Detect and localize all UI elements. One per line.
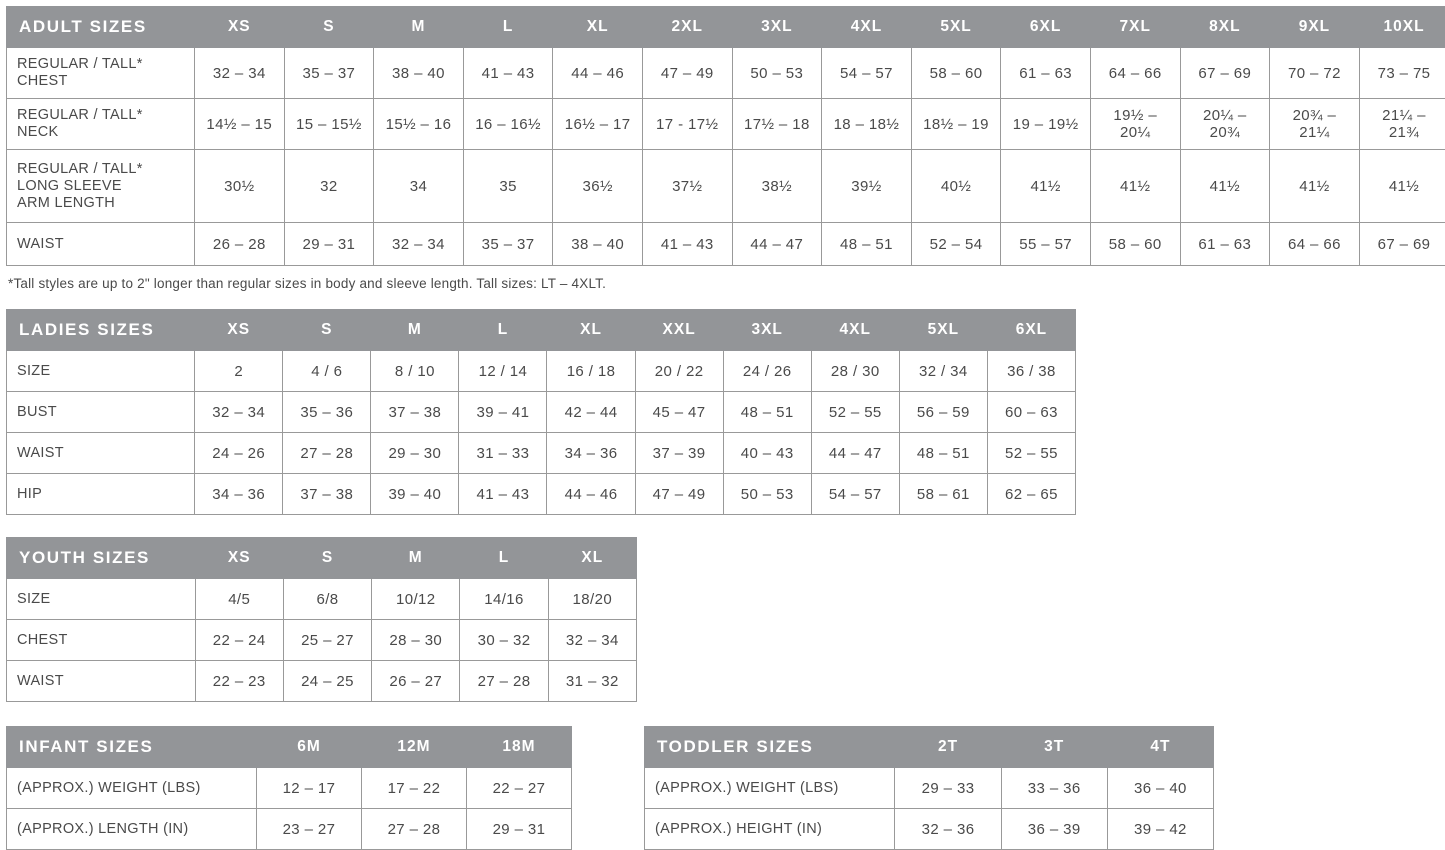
- table-row: [7, 99, 1445, 150]
- cell: 32 – 34: [195, 392, 283, 433]
- adult-col-10xl: 10XL: [1359, 7, 1445, 48]
- cell: 21¼ – 21¾: [1359, 99, 1445, 150]
- cell: 16½ – 17: [553, 99, 643, 150]
- cell: 37 – 38: [371, 392, 459, 433]
- cell: 37 – 39: [635, 433, 723, 474]
- cell: 41½: [1001, 150, 1091, 223]
- cell: 38½: [732, 150, 822, 223]
- cell: 16 – 16½: [463, 99, 553, 150]
- cell: 24 – 25: [283, 661, 371, 702]
- cell: 31 – 32: [548, 661, 636, 702]
- cell: 50 – 53: [732, 48, 822, 99]
- adult-col-l: L: [463, 7, 553, 48]
- cell: 39½: [822, 150, 912, 223]
- table-row: [7, 809, 572, 850]
- cell: 45 – 47: [635, 392, 723, 433]
- ladies-col-l: L: [459, 310, 547, 351]
- cell: 41 – 43: [642, 223, 732, 266]
- adult-col-3xl: 3XL: [732, 7, 822, 48]
- adult-col-s: S: [284, 7, 374, 48]
- ladies-row-label-waist: WAIST: [7, 433, 195, 474]
- cell: 33 – 36: [1001, 768, 1107, 809]
- cell: 54 – 57: [822, 48, 912, 99]
- ladies-col-5xl: 5XL: [899, 310, 987, 351]
- cell: 32 – 34: [195, 48, 285, 99]
- cell: 27 – 28: [283, 433, 371, 474]
- cell: 29 – 30: [371, 433, 459, 474]
- cell: 2: [195, 351, 283, 392]
- infant-sizes-table: [6, 726, 572, 850]
- infant-col-18m: 18M: [467, 727, 572, 768]
- cell: 35 – 37: [284, 48, 374, 99]
- table-row: [7, 150, 1445, 223]
- cell: 36 – 40: [1107, 768, 1213, 809]
- cell: 16 / 18: [547, 351, 635, 392]
- cell: 67 – 69: [1180, 48, 1270, 99]
- cell: 48 – 51: [822, 223, 912, 266]
- youth-row-label-chest: CHEST: [7, 620, 196, 661]
- ladies-col-4xl: 4XL: [811, 310, 899, 351]
- cell: 44 – 47: [732, 223, 822, 266]
- cell: 55 – 57: [1001, 223, 1091, 266]
- cell: 67 – 69: [1359, 223, 1445, 266]
- cell: 40 – 43: [723, 433, 811, 474]
- cell: 25 – 27: [283, 620, 371, 661]
- cell: 29 – 31: [284, 223, 374, 266]
- cell: 41 – 43: [463, 48, 553, 99]
- cell: 18 – 18½: [822, 99, 912, 150]
- ladies-row-label-bust: BUST: [7, 392, 195, 433]
- cell: 41½: [1090, 150, 1180, 223]
- ladies-col-s: S: [283, 310, 371, 351]
- youth-col-s: S: [283, 538, 371, 579]
- adult-col-7xl: 7XL: [1090, 7, 1180, 48]
- cell: 20¾ – 21¼: [1270, 99, 1360, 150]
- adult-table-title: ADULT SIZES: [7, 7, 195, 48]
- cell: 30 – 32: [460, 620, 548, 661]
- cell: 56 – 59: [899, 392, 987, 433]
- adult-sizes-table: [6, 6, 1445, 266]
- cell: 32 – 34: [374, 223, 464, 266]
- cell: 19½ – 20¼: [1090, 99, 1180, 150]
- cell: 10/12: [372, 579, 460, 620]
- ladies-table-header: [7, 310, 1076, 351]
- toddler-sizes-table: [644, 726, 1214, 850]
- cell: 6/8: [283, 579, 371, 620]
- adult-col-4xl: 4XL: [822, 7, 912, 48]
- cell: 34 – 36: [547, 433, 635, 474]
- ladies-col-m: M: [371, 310, 459, 351]
- cell: 41 – 43: [459, 474, 547, 515]
- cell: 70 – 72: [1270, 48, 1360, 99]
- table-row: [7, 351, 1076, 392]
- cell: 24 – 26: [195, 433, 283, 474]
- table-row: [7, 620, 637, 661]
- cell: 29 – 33: [895, 768, 1001, 809]
- youth-table-header: [7, 538, 637, 579]
- youth-col-xs: XS: [195, 538, 283, 579]
- cell: 34: [374, 150, 464, 223]
- youth-table-title: YOUTH SIZES: [7, 538, 196, 579]
- cell: 12 / 14: [459, 351, 547, 392]
- adult-col-m: M: [374, 7, 464, 48]
- cell: 18/20: [548, 579, 636, 620]
- cell: 17 – 22: [362, 768, 467, 809]
- table-row: [645, 809, 1214, 850]
- cell: 15 – 15½: [284, 99, 374, 150]
- toddler-table-header: [645, 727, 1214, 768]
- bottom-tables-row: [6, 726, 1445, 850]
- cell: 22 – 27: [467, 768, 572, 809]
- adult-col-xl: XL: [553, 7, 643, 48]
- cell: 47 – 49: [635, 474, 723, 515]
- infant-table-header: [7, 727, 572, 768]
- cell: 14½ – 15: [195, 99, 285, 150]
- cell: 60 – 63: [987, 392, 1075, 433]
- cell: 50 – 53: [723, 474, 811, 515]
- cell: 54 – 57: [811, 474, 899, 515]
- table-row: [7, 48, 1445, 99]
- cell: 31 – 33: [459, 433, 547, 474]
- cell: 18½ – 19: [911, 99, 1001, 150]
- toddler-col-3t: 3T: [1001, 727, 1107, 768]
- cell: 8 / 10: [371, 351, 459, 392]
- adult-row-label-sleeve: REGULAR / TALL* LONG SLEEVE ARM LENGTH: [7, 150, 195, 223]
- adult-row-label-chest: REGULAR / TALL* CHEST: [7, 48, 195, 99]
- ladies-table-title: LADIES SIZES: [7, 310, 195, 351]
- cell: 42 – 44: [547, 392, 635, 433]
- cell: 4/5: [195, 579, 283, 620]
- size-chart-page: [0, 6, 1445, 801]
- cell: 38 – 40: [374, 48, 464, 99]
- ladies-sizes-table: [6, 309, 1076, 515]
- youth-sizes-table: [6, 537, 637, 702]
- cell: 39 – 41: [459, 392, 547, 433]
- cell: 37½: [642, 150, 732, 223]
- cell: 24 / 26: [723, 351, 811, 392]
- cell: 32 / 34: [899, 351, 987, 392]
- youth-col-m: M: [372, 538, 460, 579]
- cell: 52 – 55: [811, 392, 899, 433]
- infant-col-6m: 6M: [257, 727, 362, 768]
- toddler-table-title: TODDLER SIZES: [645, 727, 895, 768]
- adult-col-2xl: 2XL: [642, 7, 732, 48]
- infant-row-label-weight: (APPROX.) WEIGHT (LBS): [7, 768, 257, 809]
- cell: 17 - 17½: [642, 99, 732, 150]
- cell: 44 – 46: [553, 48, 643, 99]
- table-row: [7, 661, 637, 702]
- ladies-row-label-size: SIZE: [7, 351, 195, 392]
- cell: 23 – 27: [257, 809, 362, 850]
- cell: 41½: [1270, 150, 1360, 223]
- cell: 35: [463, 150, 553, 223]
- cell: 47 – 49: [642, 48, 732, 99]
- youth-col-l: L: [460, 538, 548, 579]
- infant-col-12m: 12M: [362, 727, 467, 768]
- table-row: [7, 579, 637, 620]
- table-row: [7, 433, 1076, 474]
- ladies-col-xxl: XXL: [635, 310, 723, 351]
- youth-col-xl: XL: [548, 538, 636, 579]
- ladies-col-6xl: 6XL: [987, 310, 1075, 351]
- cell: 62 – 65: [987, 474, 1075, 515]
- cell: 44 – 47: [811, 433, 899, 474]
- cell: 40½: [911, 150, 1001, 223]
- cell: 29 – 31: [467, 809, 572, 850]
- cell: 15½ – 16: [374, 99, 464, 150]
- cell: 28 – 30: [372, 620, 460, 661]
- cell: 39 – 40: [371, 474, 459, 515]
- table-row: [7, 223, 1445, 266]
- cell: 36½: [553, 150, 643, 223]
- cell: 28 / 30: [811, 351, 899, 392]
- youth-row-label-size: SIZE: [7, 579, 196, 620]
- cell: 41½: [1359, 150, 1445, 223]
- cell: 73 – 75: [1359, 48, 1445, 99]
- toddler-row-label-weight: (APPROX.) WEIGHT (LBS): [645, 768, 895, 809]
- infant-table-title: INFANT SIZES: [7, 727, 257, 768]
- adult-col-9xl: 9XL: [1270, 7, 1360, 48]
- cell: 61 – 63: [1001, 48, 1091, 99]
- adult-col-xs: XS: [195, 7, 285, 48]
- cell: 26 – 27: [372, 661, 460, 702]
- cell: 20 / 22: [635, 351, 723, 392]
- toddler-col-2t: 2T: [895, 727, 1001, 768]
- cell: 37 – 38: [283, 474, 371, 515]
- ladies-row-label-hip: HIP: [7, 474, 195, 515]
- cell: 48 – 51: [723, 392, 811, 433]
- adult-col-6xl: 6XL: [1001, 7, 1091, 48]
- ladies-col-3xl: 3XL: [723, 310, 811, 351]
- table-row: [645, 768, 1214, 809]
- adult-col-8xl: 8XL: [1180, 7, 1270, 48]
- adult-row-label-neck: REGULAR / TALL* NECK: [7, 99, 195, 150]
- cell: 36 / 38: [987, 351, 1075, 392]
- cell: 12 – 17: [257, 768, 362, 809]
- cell: 48 – 51: [899, 433, 987, 474]
- ladies-col-xs: XS: [195, 310, 283, 351]
- cell: 22 – 24: [195, 620, 283, 661]
- cell: 64 – 66: [1270, 223, 1360, 266]
- table-row: [7, 768, 572, 809]
- cell: 27 – 28: [460, 661, 548, 702]
- cell: 35 – 37: [463, 223, 553, 266]
- cell: 52 – 55: [987, 433, 1075, 474]
- cell: 61 – 63: [1180, 223, 1270, 266]
- cell: 41½: [1180, 150, 1270, 223]
- adult-table-footnote: *Tall styles are up to 2" longer than regular sizes in body and sleeve length. Tall sizes: LT – 4XLT.: [8, 276, 1445, 291]
- cell: 64 – 66: [1090, 48, 1180, 99]
- toddler-col-4t: 4T: [1107, 727, 1213, 768]
- cell: 22 – 23: [195, 661, 283, 702]
- cell: 36 – 39: [1001, 809, 1107, 850]
- cell: 14/16: [460, 579, 548, 620]
- cell: 19 – 19½: [1001, 99, 1091, 150]
- cell: 44 – 46: [547, 474, 635, 515]
- cell: 20¼ – 20¾: [1180, 99, 1270, 150]
- cell: 58 – 60: [911, 48, 1001, 99]
- cell: 17½ – 18: [732, 99, 822, 150]
- adult-col-5xl: 5XL: [911, 7, 1001, 48]
- cell: 32 – 34: [548, 620, 636, 661]
- cell: 38 – 40: [553, 223, 643, 266]
- cell: 32 – 36: [895, 809, 1001, 850]
- toddler-row-label-height: (APPROX.) HEIGHT (IN): [645, 809, 895, 850]
- youth-row-label-waist: WAIST: [7, 661, 196, 702]
- cell: 26 – 28: [195, 223, 285, 266]
- cell: 32: [284, 150, 374, 223]
- ladies-col-xl: XL: [547, 310, 635, 351]
- adult-row-label-waist: WAIST: [7, 223, 195, 266]
- adult-table-header: [7, 7, 1445, 48]
- cell: 30½: [195, 150, 285, 223]
- cell: 52 – 54: [911, 223, 1001, 266]
- table-row: [7, 392, 1076, 433]
- cell: 34 – 36: [195, 474, 283, 515]
- cell: 58 – 60: [1090, 223, 1180, 266]
- cell: 58 – 61: [899, 474, 987, 515]
- table-row: [7, 474, 1076, 515]
- cell: 27 – 28: [362, 809, 467, 850]
- cell: 35 – 36: [283, 392, 371, 433]
- cell: 4 / 6: [283, 351, 371, 392]
- cell: 39 – 42: [1107, 809, 1213, 850]
- infant-row-label-length: (APPROX.) LENGTH (IN): [7, 809, 257, 850]
